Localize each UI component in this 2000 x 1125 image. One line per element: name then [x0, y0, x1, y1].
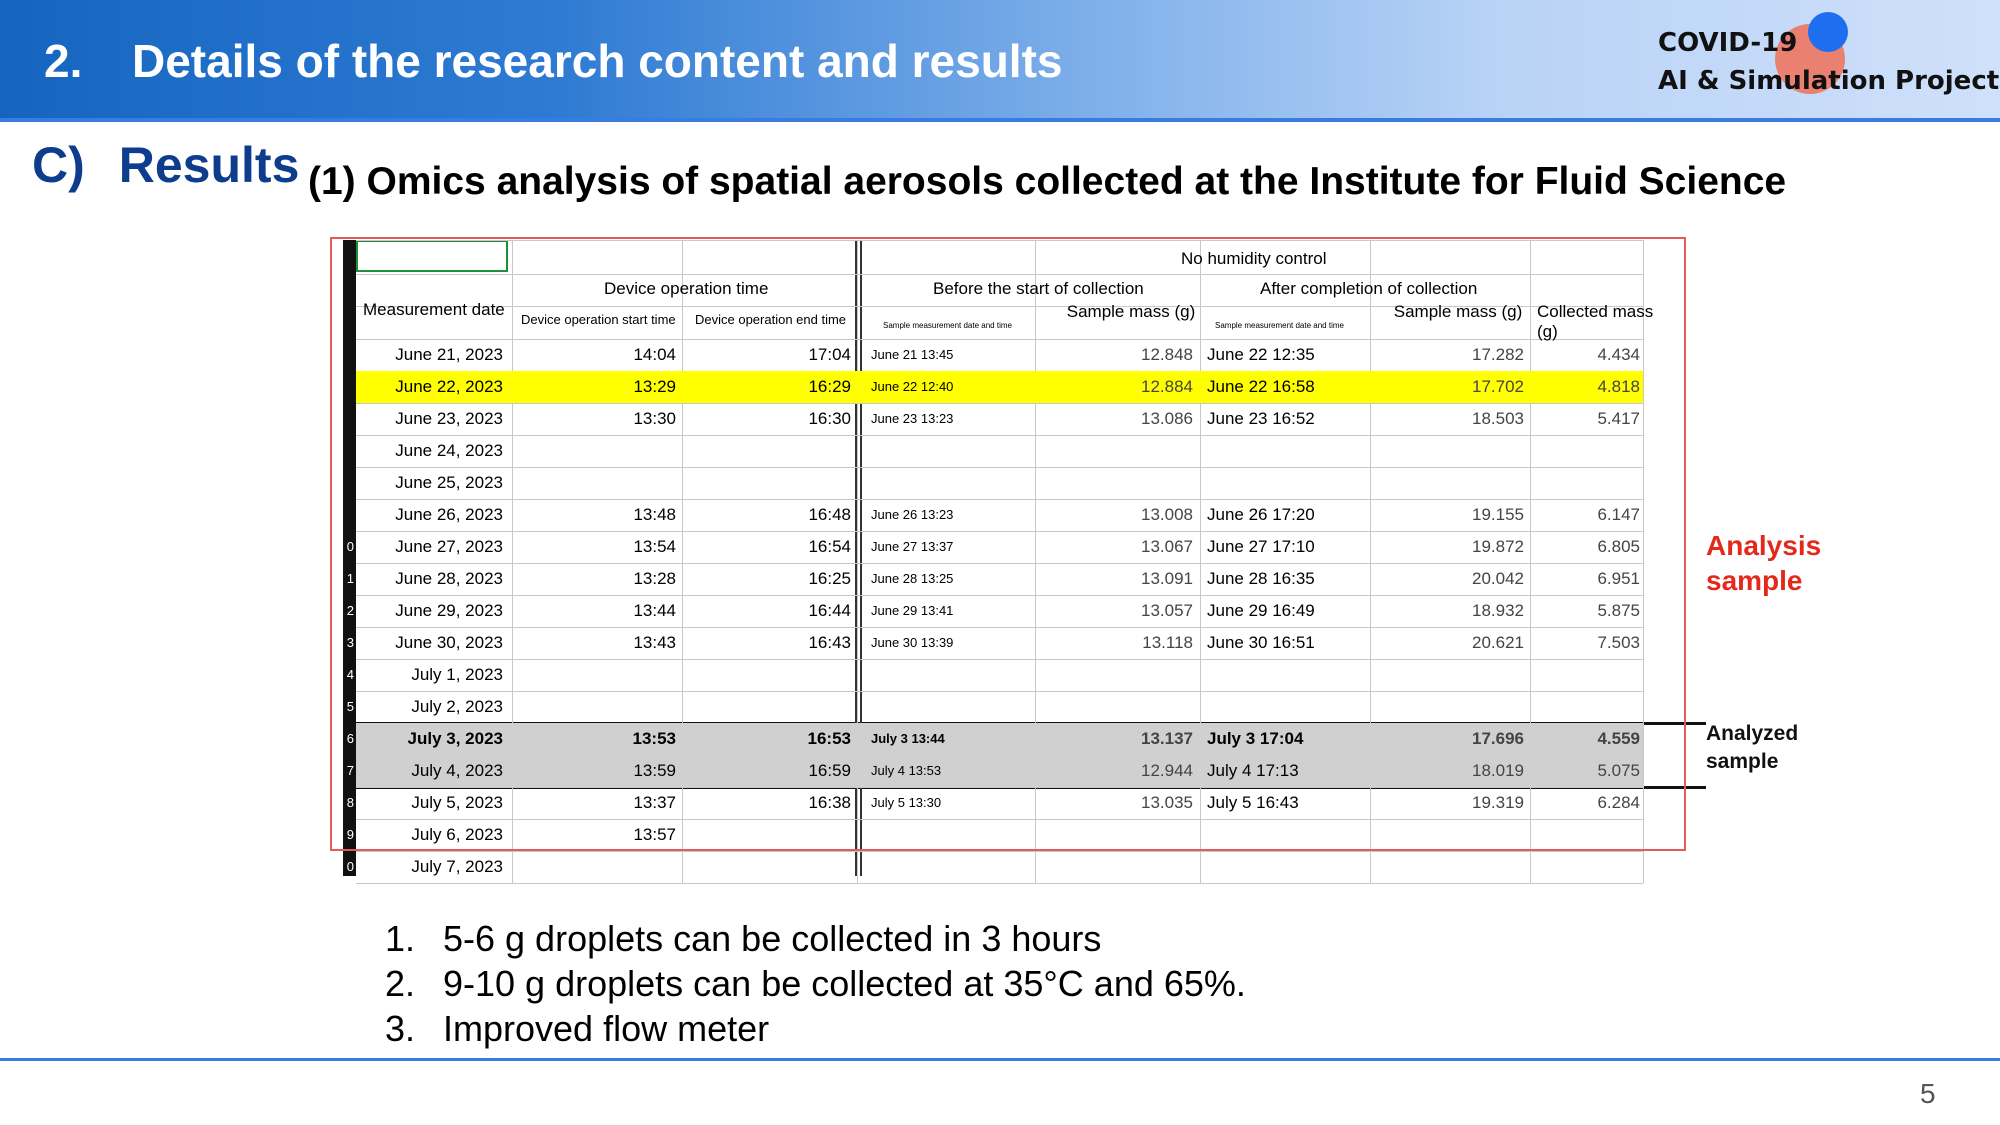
table-cell-start: 13:53	[632, 729, 676, 748]
before-collection-header: Before the start of collection	[933, 279, 1144, 298]
table-cell-end: 16:53	[807, 729, 851, 748]
table-cell-date: June 27, 2023	[395, 537, 503, 556]
table-cell-end: 16:29	[808, 377, 851, 396]
section-letter: C)	[32, 137, 85, 193]
table-cell-date: July 2, 2023	[411, 697, 503, 716]
table-cell-date: June 21, 2023	[395, 345, 503, 364]
subtitle: (1) Omics analysis of spatial aerosols collected at the Institute for Fluid Science	[308, 160, 1787, 203]
header-divider	[0, 118, 2000, 122]
table-cell-end: 16:30	[808, 409, 851, 428]
table-cell-start: 13:43	[633, 633, 676, 652]
finding-number: 2.	[385, 963, 416, 1004]
table-cell-after-mass: 17.702	[1472, 377, 1524, 396]
table-cell-date: July 7, 2023	[411, 857, 503, 876]
analysis-label-line1: Analysis	[1706, 530, 1822, 561]
finding-text: 9-10 g droplets can be collected at 35°C and 65%.	[443, 963, 1246, 1004]
table-cell-after-dt: June 26 17:20	[1207, 505, 1315, 524]
table-cell-before-mass: 13.118	[1142, 633, 1193, 652]
table-cell-after-dt: June 22 16:58	[1207, 377, 1315, 396]
table-cell-before-mass: 12.848	[1141, 345, 1193, 364]
finding-number: 3.	[385, 1008, 416, 1049]
table-cell-after-mass: 19.872	[1472, 537, 1524, 556]
grid-row-line	[356, 851, 1643, 852]
finding-text: 5-6 g droplets can be collected in 3 hours	[443, 918, 1102, 959]
table-cell-date: July 4, 2023	[411, 761, 503, 780]
table-cell-date: June 26, 2023	[395, 505, 503, 524]
table-cell-collected: 6.951	[1597, 569, 1640, 588]
table-cell-collected: 4.559	[1597, 729, 1640, 748]
table-cell-before-mass: 13.137	[1141, 729, 1193, 748]
sample-dt-after-header: Sample measurement date and time	[1215, 321, 1344, 330]
analysis-label-line2: sample	[1706, 565, 1803, 596]
sample-mass-after-header: Sample mass (g)	[1393, 302, 1523, 321]
table-cell-after-dt: June 29 16:49	[1207, 601, 1315, 620]
table-cell-end: 17:04	[808, 345, 851, 364]
table-cell-before-dt: June 26 13:23	[871, 507, 954, 522]
table-cell-before-dt: July 5 13:30	[871, 795, 942, 810]
analysis-sample-label	[1706, 528, 1821, 598]
row-number: 5	[346, 699, 354, 714]
finding-item	[385, 1006, 1246, 1051]
table-cell-before-mass: 13.086	[1141, 409, 1193, 428]
table-cell-after-dt: July 3 17:04	[1207, 729, 1304, 748]
finding-item	[385, 961, 1246, 1006]
table-cell-collected: 5.075	[1597, 761, 1640, 780]
table-cell-start: 13:59	[633, 761, 676, 780]
table-cell-after-mass: 18.932	[1472, 601, 1524, 620]
collected-mass-header: Collected mass (g)	[1537, 302, 1654, 341]
logo-text-line1: COVID-19	[1658, 28, 1798, 58]
table-cell-after-dt: July 4 17:13	[1207, 761, 1299, 780]
finding-text: Improved flow meter	[443, 1008, 770, 1049]
table-cell-date: June 23, 2023	[395, 409, 503, 428]
table-cell-after-mass: 19.155	[1472, 505, 1524, 524]
table-cell-date: June 24, 2023	[395, 441, 503, 460]
table-cell-before-dt: July 3 13:44	[871, 731, 945, 746]
table-cell-collected: 6.284	[1597, 793, 1640, 812]
after-collection-header: After completion of collection	[1260, 279, 1478, 298]
table-cell-date: July 5, 2023	[411, 793, 503, 812]
table-cell-before-mass: 13.067	[1141, 537, 1193, 556]
table-cell-start: 13:44	[633, 601, 676, 620]
grid-row-line	[356, 883, 1643, 884]
section-title: Results	[118, 137, 300, 193]
table-cell-collected: 5.417	[1597, 409, 1640, 428]
table-cell-before-mass: 13.035	[1141, 793, 1193, 812]
table-cell-start: 13:29	[633, 377, 676, 396]
table-cell-date: July 1, 2023	[411, 665, 503, 684]
table-cell-end: 16:48	[808, 505, 851, 524]
table-cell-start: 13:28	[633, 569, 676, 588]
table-cell-end: 16:43	[808, 633, 851, 652]
row-number: 9	[346, 827, 354, 842]
table-cell-before-mass: 13.091	[1141, 569, 1193, 588]
table-cell-collected: 6.147	[1597, 505, 1640, 524]
table-cell-collected: 4.434	[1597, 345, 1640, 364]
sample-dt-before-header: Sample measurement date and time	[883, 321, 1012, 330]
analyzed-sample-label	[1706, 720, 1798, 776]
group-header: No humidity control	[1181, 249, 1327, 268]
table-cell-end: 16:25	[808, 569, 851, 588]
table-cell-after-dt: June 27 17:10	[1207, 537, 1315, 556]
finding-number: 1.	[385, 918, 416, 959]
table-cell-start: 14:04	[633, 345, 676, 364]
table-cell-start: 13:48	[633, 505, 676, 524]
logo-blue-circle-icon	[1808, 12, 1848, 52]
table-cell-after-dt: June 22 12:35	[1207, 345, 1315, 364]
device-operation-header: Device operation time	[604, 279, 769, 298]
row-number: 8	[346, 795, 354, 810]
section-heading	[32, 136, 299, 194]
measurement-date-header: Measurement date	[363, 300, 505, 319]
table-cell-before-dt: June 27 13:37	[871, 539, 954, 554]
table-cell-before-dt: June 23 13:23	[871, 411, 954, 426]
table-cell-before-dt: June 30 13:39	[871, 635, 954, 650]
project-logo	[1655, 22, 2000, 112]
table-cell-start: 13:54	[633, 537, 676, 556]
table-cell-after-dt: June 30 16:51	[1207, 633, 1315, 652]
table-cell-before-mass: 13.057	[1141, 601, 1193, 620]
page-number: 5	[1920, 1078, 1936, 1109]
row-number: 0	[346, 539, 354, 554]
row-number: 1	[346, 571, 354, 586]
table-cell-end: 16:38	[808, 793, 851, 812]
analyzed-label-line1: Analyzed	[1706, 722, 1799, 745]
table-cell-date: June 29, 2023	[395, 601, 503, 620]
table-cell-collected: 7.503	[1597, 633, 1640, 652]
table-cell-date: June 25, 2023	[395, 473, 503, 492]
table-cell-after-mass: 17.696	[1472, 729, 1524, 748]
table-cell-collected: 6.805	[1597, 537, 1640, 556]
table-cell-start: 13:37	[633, 793, 676, 812]
table-cell-date: June 28, 2023	[395, 569, 503, 588]
section-number: 2.	[44, 35, 83, 87]
table-cell-before-dt: June 29 13:41	[871, 603, 954, 618]
table-cell-before-mass: 12.884	[1141, 377, 1193, 396]
analyzed-label-line2: sample	[1706, 750, 1779, 773]
row-number: 7	[346, 763, 354, 778]
table-cell-after-mass: 19.319	[1472, 793, 1524, 812]
analysis-sample-highlight-box	[330, 237, 1686, 851]
slide-title: Details of the research content and results	[132, 35, 1063, 87]
table-cell-after-mass: 18.503	[1472, 409, 1524, 428]
row-number: 6	[346, 731, 354, 746]
table-cell-after-mass: 18.019	[1472, 761, 1524, 780]
findings-list	[385, 916, 1246, 1051]
table-cell-end: 16:59	[808, 761, 851, 780]
table-cell-before-mass: 13.008	[1141, 505, 1193, 524]
table-cell-collected: 4.818	[1597, 377, 1640, 396]
device-end-header: Device operation end time	[695, 312, 847, 327]
table-cell-before-mass: 12.944	[1141, 761, 1193, 780]
table-cell-before-dt: July 4 13:53	[871, 763, 942, 778]
slide-header	[0, 0, 2000, 118]
table-cell-collected: 5.875	[1597, 601, 1640, 620]
logo-text-line2: AI & Simulation Project	[1658, 66, 2000, 96]
table-cell-before-dt: June 28 13:25	[871, 571, 954, 586]
table-cell-after-mass: 20.042	[1472, 569, 1524, 588]
table-cell-after-mass: 17.282	[1472, 345, 1524, 364]
table-cell-start: 13:30	[633, 409, 676, 428]
footer-divider	[0, 1058, 2000, 1061]
table-cell-before-dt: June 22 12:40	[871, 379, 954, 394]
device-start-header: Device operation start time	[521, 312, 676, 327]
table-cell-after-dt: July 5 16:43	[1207, 793, 1299, 812]
table-cell-date: July 3, 2023	[407, 729, 503, 748]
table-cell-end: 16:44	[808, 601, 851, 620]
row-number: 3	[346, 635, 354, 650]
table-cell-date: June 22, 2023	[395, 377, 503, 396]
row-number: 4	[346, 667, 354, 682]
table-cell-after-dt: June 23 16:52	[1207, 409, 1315, 428]
table-cell-after-dt: June 28 16:35	[1207, 569, 1315, 588]
table-cell-end: 16:54	[808, 537, 851, 556]
table-cell-after-mass: 20.621	[1472, 633, 1524, 652]
row-number: 0	[346, 859, 354, 874]
table-cell-date: July 6, 2023	[411, 825, 503, 844]
sample-mass-before-header: Sample mass (g)	[1066, 302, 1196, 321]
finding-item	[385, 916, 1246, 961]
row-number: 2	[346, 603, 354, 618]
table-cell-before-dt: June 21 13:45	[871, 347, 954, 362]
table-cell-date: June 30, 2023	[395, 633, 503, 652]
table-cell-start: 13:57	[633, 825, 676, 844]
